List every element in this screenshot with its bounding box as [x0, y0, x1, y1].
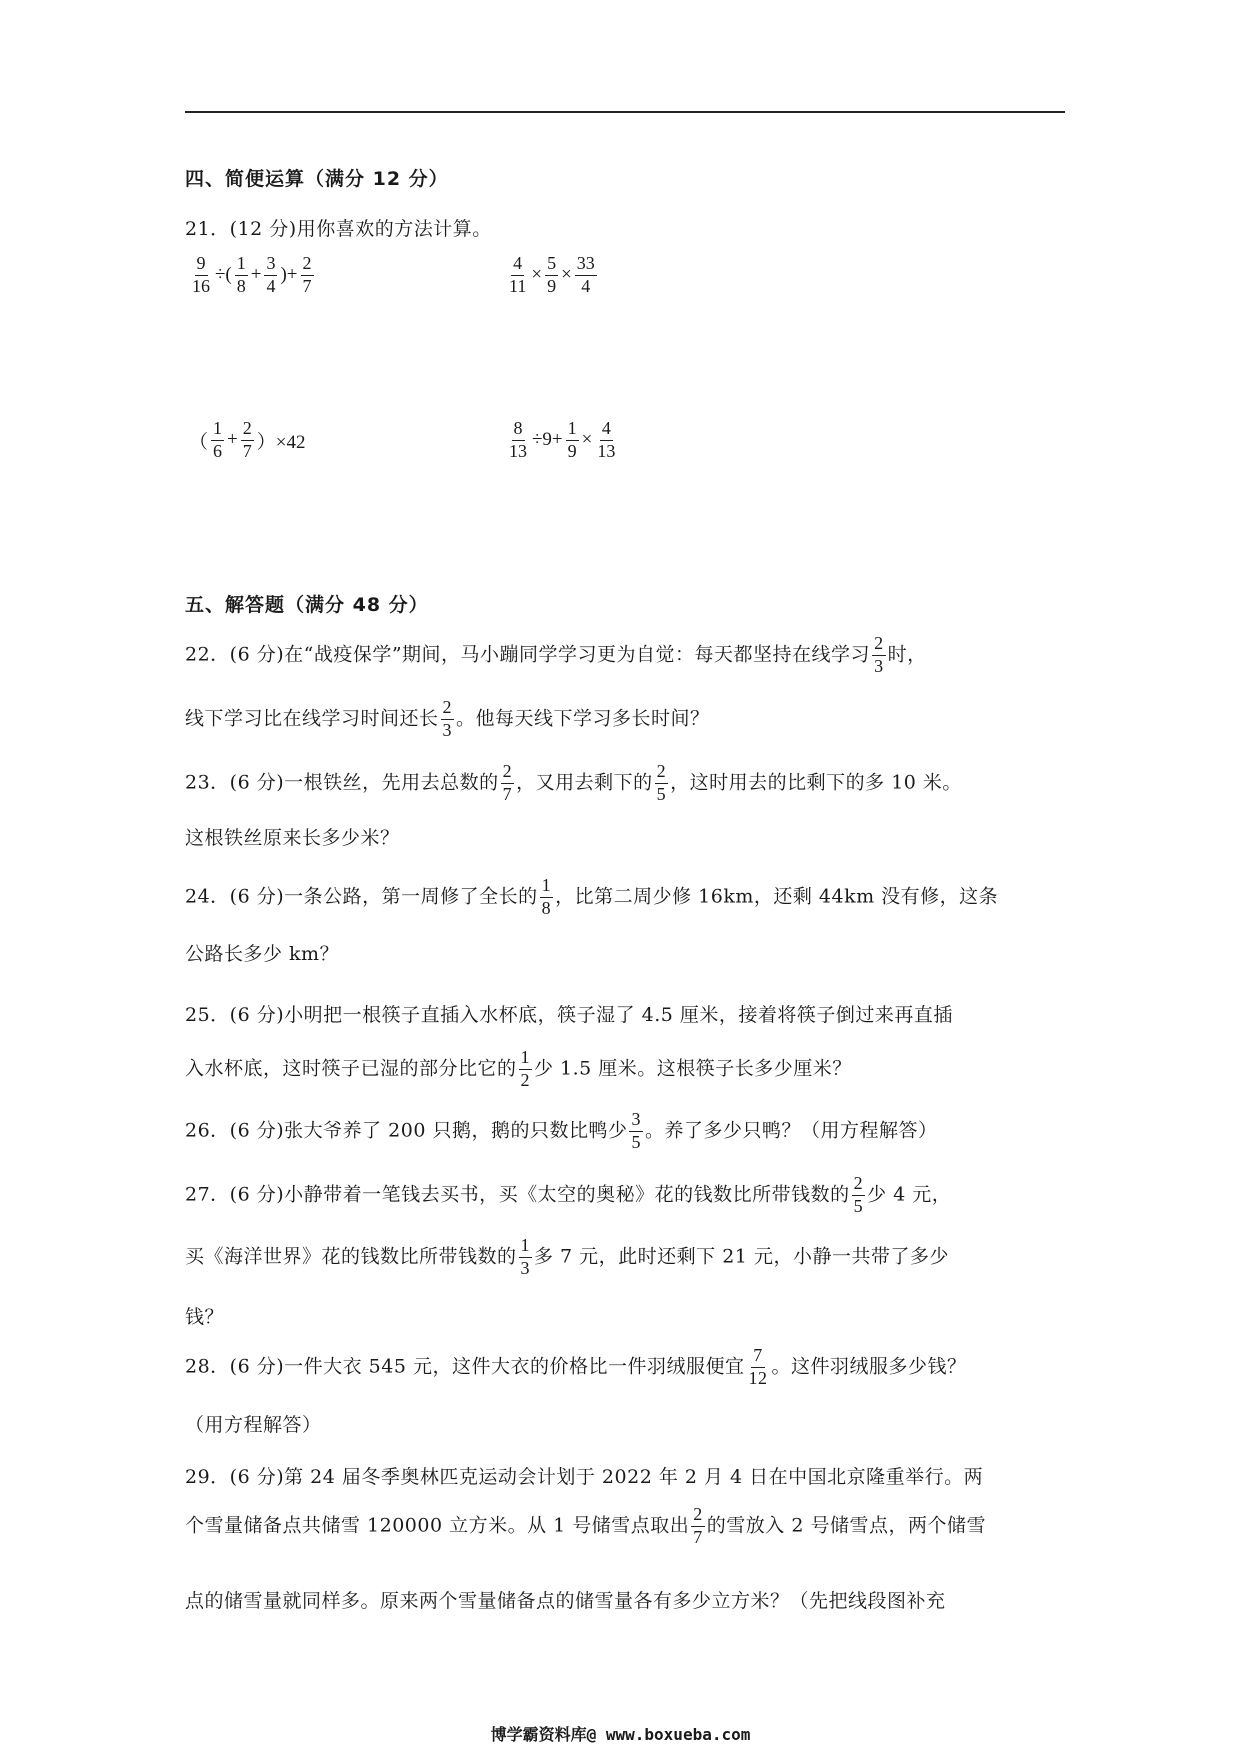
- fraction: $\frac{1}{8}$: [541, 875, 552, 918]
- question-23-line-2: 这根铁丝原来长多少米？: [185, 827, 400, 849]
- question-26: 26．(6 分)张大爷养了 200 只鹅，鹅的只数比鸭少 $\frac{3}{5}$ 。养了多少只鸭？（用方程解答）: [185, 1109, 938, 1152]
- fraction: $\frac{1}{9}$: [567, 418, 577, 461]
- section-5-heading: 五、解答题（满分 48 分）: [185, 594, 429, 616]
- section-4-heading: 四、简便运算（满分 12 分）: [185, 168, 449, 190]
- expression-3: （ $\frac{1}{6}$ + $\frac{2}{7}$ ）×42: [189, 418, 306, 461]
- fraction: $\frac{2}{7}$: [302, 253, 312, 296]
- fraction: $\frac{3}{4}$: [266, 253, 276, 296]
- expression-2: $\frac{4}{11}$ × $\frac{5}{9}$ × $\frac{33}{4}$: [509, 253, 595, 296]
- question-24-line-2: 公路长多少 km？: [185, 943, 340, 965]
- expression-1: $\frac{9}{16}$ ÷( $\frac{1}{8}$ + $\frac{3}{4}$ )+ $\frac{2}{7}$: [192, 253, 312, 296]
- expression-4: $\frac{8}{13}$ ÷9+ $\frac{1}{9}$ × $\frac{4}{13}$: [509, 418, 616, 461]
- fraction: $\frac{2}{3}$: [874, 633, 884, 676]
- question-22-line-1: 22．(6 分)在“战疫保学”期间，马小蹦同学学习更为自觉：每天都坚持在线学习 $\frac{2}{3}$ 时，: [185, 633, 927, 676]
- fraction: $\frac{5}{9}$: [547, 253, 557, 296]
- question-28-line-1: 28．(6 分)一件大衣 545 元，这件大衣的价格比一件羽绒服便宜 $\frac{7}{12}$ 。这件羽绒服多少钱？: [185, 1345, 967, 1388]
- question-24-line-1: 24．(6 分)一条公路，第一周修了全长的 $\frac{1}{8}$ ，比第二周少修 16km，还剩 44km 没有修，这条: [185, 875, 999, 918]
- fraction: $\frac{8}{13}$: [509, 418, 527, 461]
- question-23-line-1: 23．(6 分)一根铁丝，先用去总数的 $\frac{2}{7}$ ，又用去剩下的 $\frac{2}{5}$ ，这时用去的比剩下的多 10 米。: [185, 761, 962, 804]
- fraction: $\frac{9}{16}$: [192, 253, 210, 296]
- question-29-line-1: 29．(6 分)第 24 届冬季奥林匹克运动会计划于 2022 年 2 月 4 日在中国北京隆重举行。两: [185, 1466, 984, 1488]
- question-25-line-2: 入水杯底，这时筷子已湿的部分比它的 $\frac{1}{2}$ 少 1.5 厘米。这根筷子长多少厘米？: [185, 1047, 852, 1090]
- question-27-line-1: 27．(6 分)小静带着一笔钱去买书，买《太空的奥秘》花的钱数比所带钱数的 $\frac{2}{5}$ 少 4 元，: [185, 1173, 952, 1216]
- fraction: $\frac{1}{6}$: [213, 418, 223, 461]
- question-21-prompt: 21．(12 分)用你喜欢的方法计算。: [185, 218, 492, 240]
- footer-watermark: 博学霸资料库@ www.boxueba.com: [490, 1725, 751, 1744]
- fraction: $\frac{2}{7}$: [502, 761, 513, 804]
- question-29-line-2: 个雪量储备点共储雪 120000 立方米。从 1 号储雪点取出 $\frac{2}{7}$ 的雪放入 2 号储雪点，两个储雪: [185, 1504, 986, 1547]
- fraction: $\frac{1}{8}$: [236, 253, 246, 296]
- header-rule: [185, 111, 1065, 113]
- fraction: $\frac{2}{7}$: [693, 1504, 703, 1547]
- question-25-line-1: 25．(6 分)小明把一根筷子直插入水杯底，筷子湿了 4.5 厘米，接着将筷子倒过来再直插: [185, 1004, 953, 1026]
- question-29-line-3: 点的储雪量就同样多。原来两个雪量储备点的储雪量各有多少立方米？（先把线段图补充: [185, 1590, 946, 1612]
- fraction: $\frac{33}{4}$: [576, 253, 595, 296]
- fraction: $\frac{2}{7}$: [242, 418, 252, 461]
- fraction: $\frac{4}{11}$: [509, 253, 527, 296]
- fraction: $\frac{1}{3}$: [520, 1235, 531, 1278]
- question-27-line-3: 钱？: [185, 1306, 225, 1328]
- fraction: $\frac{2}{5}$: [656, 761, 667, 804]
- fraction: $\frac{7}{12}$: [748, 1345, 768, 1388]
- fraction: $\frac{1}{2}$: [520, 1047, 531, 1090]
- fraction: $\frac{2}{5}$: [853, 1173, 864, 1216]
- fraction: $\frac{4}{13}$: [597, 418, 616, 461]
- fraction: $\frac{2}{3}$: [442, 697, 453, 740]
- question-28-line-2: （用方程解答）: [185, 1414, 322, 1436]
- question-27-line-2: 买《海洋世界》花的钱数比所带钱数的 $\frac{1}{3}$ 多 7 元，此时还剩下 21 元，小静一共带了多少: [185, 1235, 949, 1278]
- question-22-line-2: 线下学习比在线学习时间还长 $\frac{2}{3}$ 。他每天线下学习多长时间？: [185, 697, 710, 740]
- fraction: $\frac{3}{5}$: [631, 1109, 641, 1152]
